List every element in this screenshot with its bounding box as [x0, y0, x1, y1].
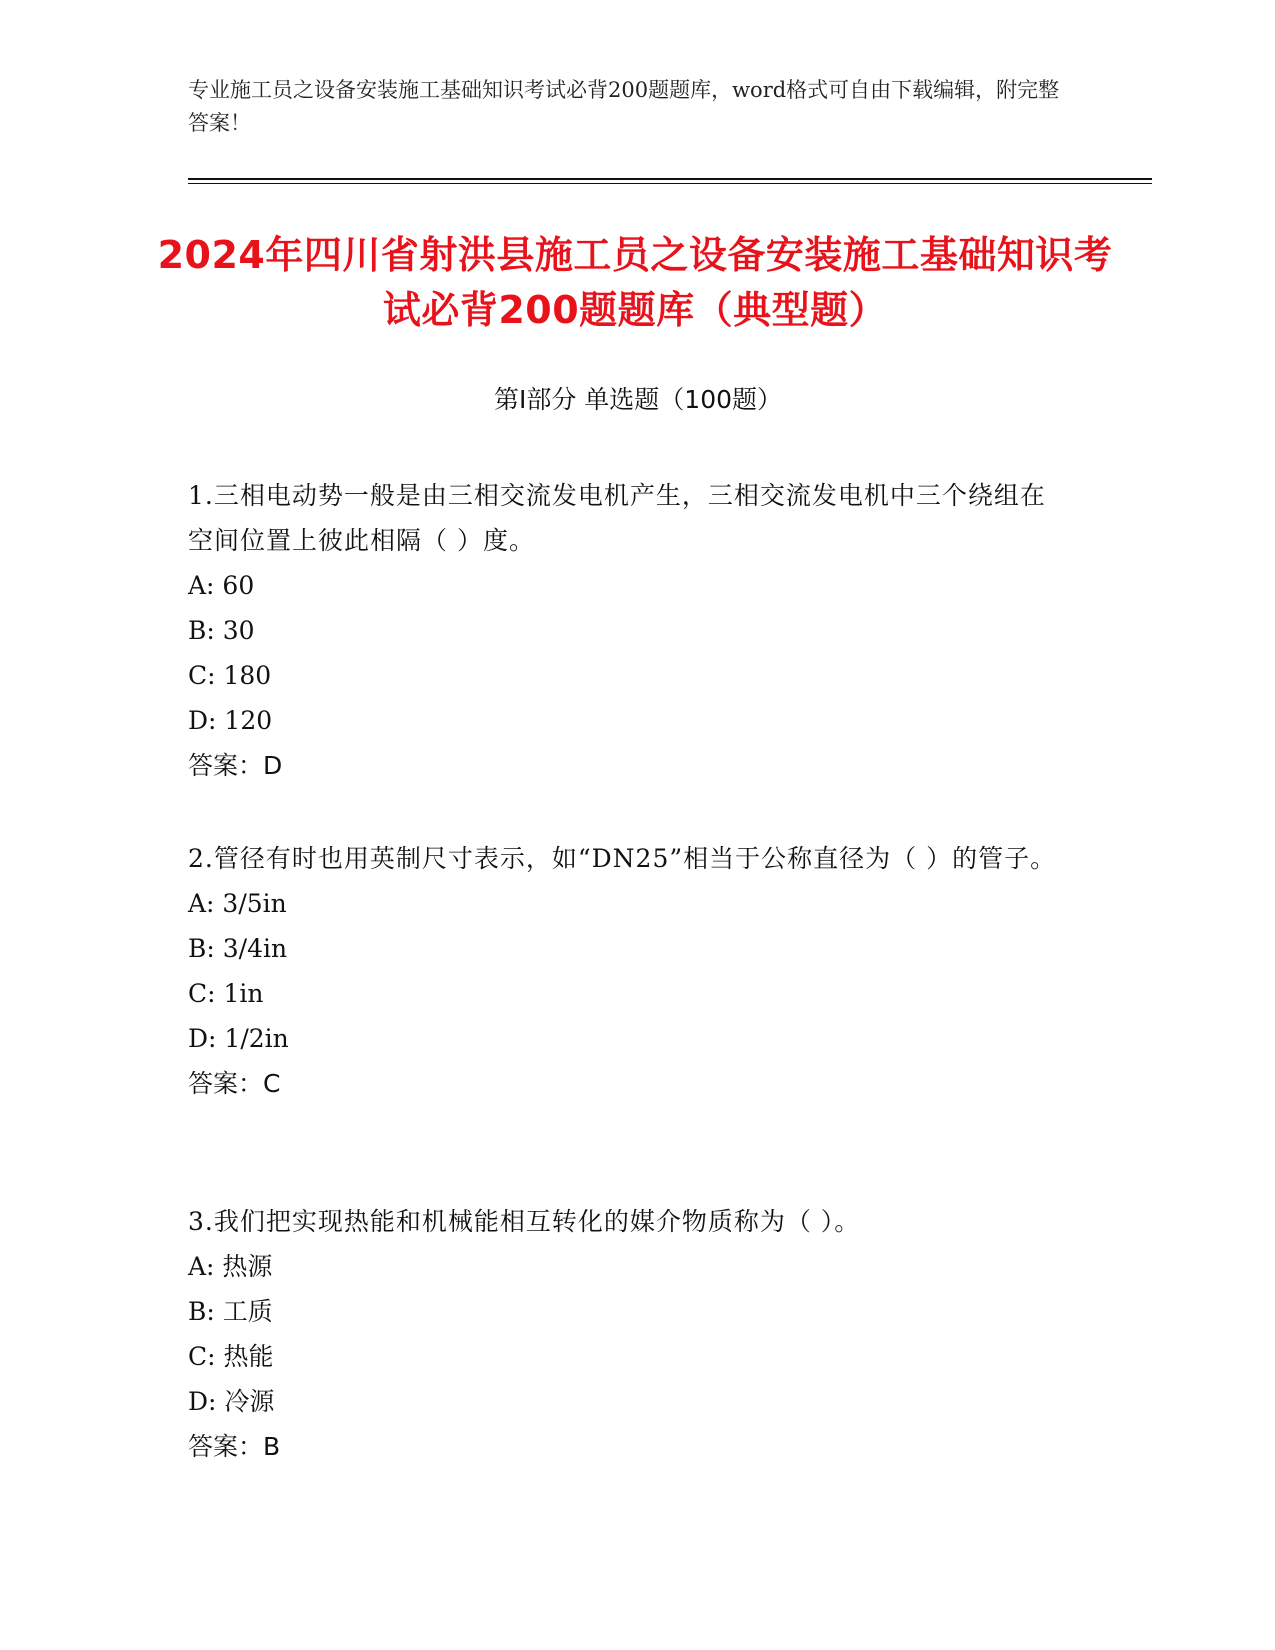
option-b: B: 3/4in — [188, 934, 288, 963]
option-d: D: 1/2in — [188, 1024, 289, 1053]
option-a: A: 3/5in — [188, 889, 287, 918]
option-d: D: 冷源 — [188, 1387, 275, 1416]
question-2 — [188, 836, 1068, 1106]
document-title: 2024年四川省射洪县施工员之设备安装施工基础知识考试必背200题题库（典型题） — [157, 233, 1113, 332]
header-note: 专业施工员之设备安装施工基础知识考试必背200题题库，word格式可自由下载编辑，附完整答案！ — [188, 78, 1060, 135]
option-a: A: 热源 — [188, 1252, 273, 1281]
option-c: C: 180 — [188, 661, 272, 690]
option-b: B: 30 — [188, 616, 255, 645]
option-c: C: 热能 — [188, 1342, 274, 1371]
question-stem: 1.三相电动势一般是由三相交流发电机产生，三相交流发电机中三个绕组在空间位置上彼此相隔（ ）度。 — [188, 481, 1046, 555]
answer: 答案：B — [188, 1432, 281, 1461]
option-c: C: 1in — [188, 979, 264, 1008]
answer: 答案：C — [188, 1069, 281, 1098]
question-1 — [188, 473, 1068, 788]
answer: 答案：D — [188, 751, 283, 780]
header-divider-thin — [188, 183, 1152, 184]
question-stem: 3.我们把实现热能和机械能相互转化的媒介物质称为（ ）。 — [188, 1207, 861, 1236]
option-a: A: 60 — [188, 571, 255, 600]
header-divider-thick — [188, 178, 1152, 180]
section-heading: 第Ⅰ部分 单选题（100题） — [493, 385, 783, 414]
question-stem: 2.管径有时也用英制尺寸表示，如“DN25”相当于公称直径为（ ）的管子。 — [188, 844, 1057, 873]
question-3 — [188, 1199, 1068, 1469]
option-b: B: 工质 — [188, 1297, 273, 1326]
option-d: D: 120 — [188, 706, 273, 735]
